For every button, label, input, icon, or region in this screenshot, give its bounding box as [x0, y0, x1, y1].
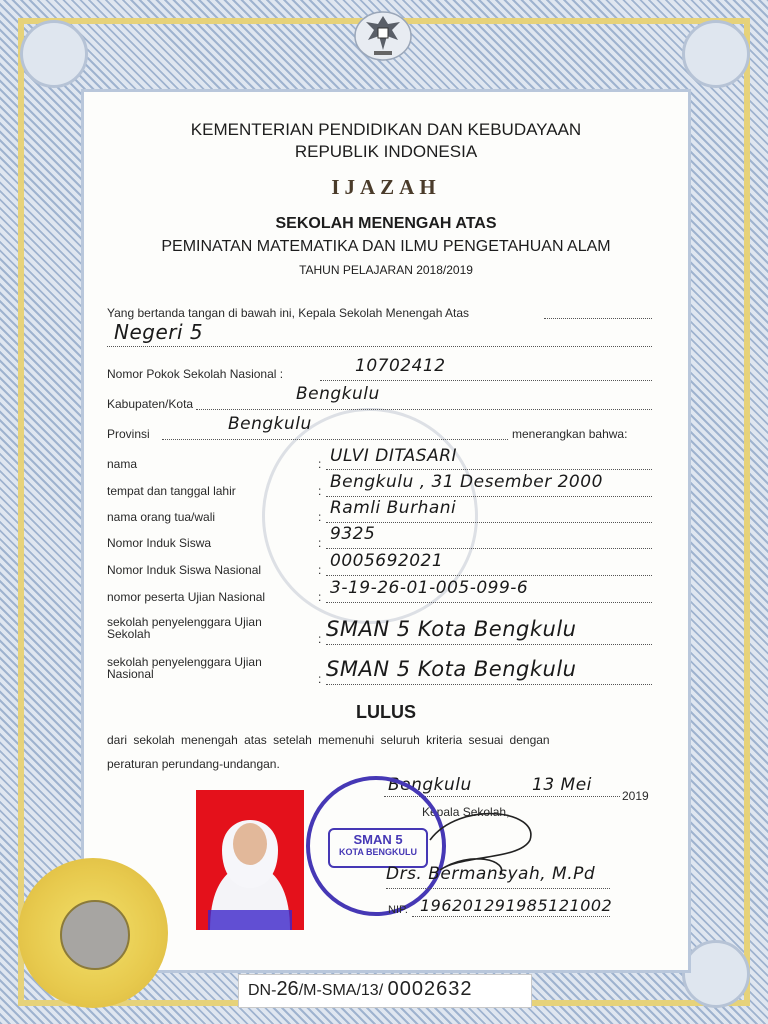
gold-hologram-seal: [18, 858, 168, 1008]
field-label: Provinsi: [107, 427, 150, 441]
signature-place: Bengkulu: [388, 775, 472, 795]
stamp-line: SMAN 5: [353, 832, 403, 847]
nip-label: NIP.: [388, 904, 408, 916]
field-label: tempat dan tanggal lahir: [107, 484, 236, 498]
country-title: REPUBLIK INDONESIA: [294, 142, 478, 161]
field-label: Nomor Induk Siswa Nasional: [107, 563, 262, 577]
school-name-value: Negeri 5: [114, 320, 204, 344]
nisn-value: 0005692021: [330, 551, 444, 571]
nip-value: 196201291985121002: [420, 896, 613, 915]
national-school-label: sekolah penyelenggara Ujian Nasional: [107, 655, 262, 681]
signature-date: 13 Mei: [532, 775, 592, 795]
exam-school-label: sekolah penyelenggara Ujian Sekolah: [107, 615, 262, 641]
nis-value: 9325: [330, 524, 376, 544]
signature-role: Kepala Sekolah,: [422, 805, 510, 819]
garuda-emblem-icon: [352, 6, 414, 62]
field-label: Nomor Pokok Sekolah Nasional :: [107, 367, 284, 381]
birth-value: Bengkulu , 31 Desember 2000: [330, 472, 603, 492]
ministry-title: KEMENTERIAN PENDIDIKAN DAN KEBUDAYAAN: [190, 120, 582, 139]
corner-ornament: [682, 940, 750, 1008]
result-text: peraturan perundang-undangan.: [107, 757, 280, 771]
student-photo: [196, 790, 304, 930]
field-label: Kabupaten/Kota: [107, 397, 194, 411]
city-value: Bengkulu: [296, 384, 380, 404]
serial-number: DN-26/M-SMA/13/ 0002632: [248, 978, 473, 1000]
student-portrait-icon: [196, 790, 304, 930]
field-suffix: menerangkan bahwa:: [512, 427, 628, 441]
field-label: nama orang tua/wali: [107, 510, 216, 524]
field-label: nomor peserta Ujian Nasional: [107, 590, 266, 604]
exam-number-value: 3-19-26-01-005-099-6: [330, 578, 529, 598]
academic-year: TAHUN PELAJARAN 2018/2019: [299, 263, 473, 277]
result-text: dari sekolah menengah atas setelah memenuhi seluruh kriteria sesuai dengan: [107, 733, 550, 747]
major-title: PEMINATAN MATEMATIKA DAN ILMU PENGETAHUAN ALAM: [161, 238, 611, 255]
field-label: Nomor Induk Siswa: [107, 536, 212, 550]
result-status: LULUS: [356, 702, 416, 722]
intro-text: Yang bertanda tangan di bawah ini, Kepala Sekolah Menengah Atas: [107, 306, 470, 320]
corner-ornament: [20, 20, 88, 88]
school-level: SEKOLAH MENENGAH ATAS: [275, 215, 497, 232]
field-label: nama: [107, 457, 138, 471]
signature-year: 2019: [622, 789, 649, 803]
npsn-value: 10702412: [355, 356, 446, 376]
document-title: IJAZAH: [331, 175, 441, 199]
exam-school-value: SMAN 5 Kota Bengkulu: [326, 617, 577, 641]
corner-ornament: [682, 20, 750, 88]
student-name-value: ULVI DITASARI: [330, 446, 458, 466]
parent-value: Ramli Burhani: [330, 498, 457, 518]
stamp-line: KOTA BENGKULU: [339, 847, 417, 857]
province-value: Bengkulu: [228, 414, 312, 434]
signatory-name: Drs. Bermansyah, M.Pd: [386, 864, 596, 884]
national-school-value: SMAN 5 Kota Bengkulu: [326, 657, 577, 681]
